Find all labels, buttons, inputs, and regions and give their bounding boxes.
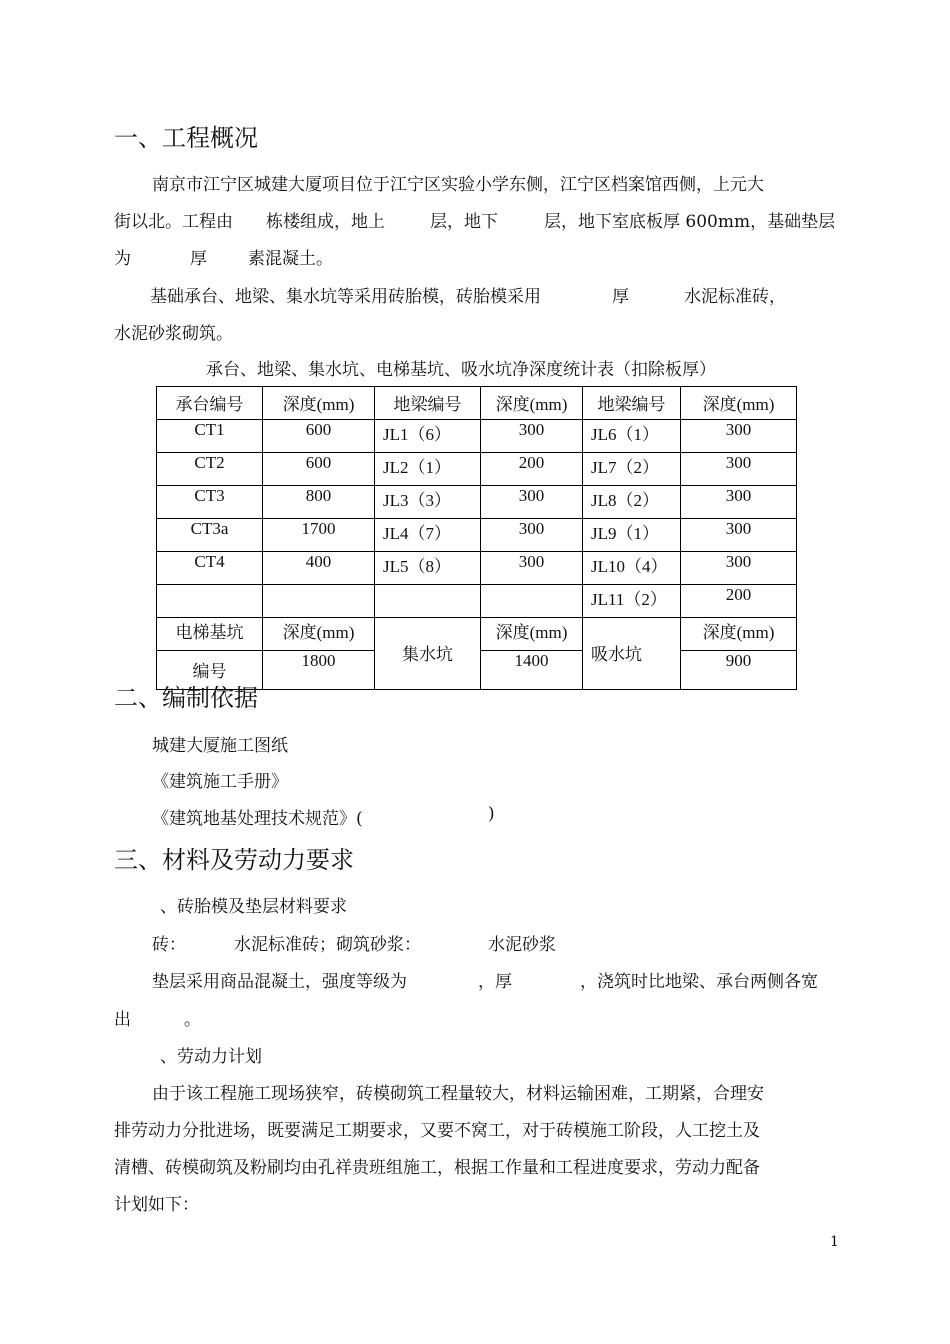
beam-code: JL5（8） bbox=[375, 552, 481, 585]
beam-code: JL1（6） bbox=[375, 420, 481, 453]
para2-line1 bbox=[150, 282, 850, 306]
section-2-title: 二、编制依据 bbox=[114, 684, 258, 712]
brick-line-b: 水泥标准砖；砌筑砂浆： bbox=[234, 935, 421, 955]
beam-depth: 300 bbox=[681, 453, 797, 486]
elevator-depth-header: 深度(mm) bbox=[263, 618, 375, 651]
beam-code: JL11（2） bbox=[583, 585, 681, 618]
elevator-depth: 1800 bbox=[263, 651, 375, 690]
basis-item-3 bbox=[152, 804, 512, 828]
elevator-pit-label-1: 电梯基坑 bbox=[157, 618, 263, 651]
table-row bbox=[157, 552, 797, 585]
labor-line-2: 排劳动力分批进场，既要满足工期要求，又要不窝工，对于砖模施工阶段，人工挖土及 bbox=[114, 1121, 760, 1141]
table-row bbox=[157, 420, 797, 453]
subsection-labor-plan: 、劳动力计划 bbox=[160, 1047, 262, 1067]
cushion-line-2 bbox=[114, 1005, 234, 1029]
basis-item-3-a: 《建筑地基处理技术规范》( bbox=[152, 809, 363, 829]
beam-code: JL3（3） bbox=[375, 486, 481, 519]
cushion-line-1-c: ，浇筑时比地梁、承台两侧各宽 bbox=[580, 972, 818, 992]
header-depth-2: 深度(mm) bbox=[481, 387, 583, 420]
header-beam-code-2: 地梁编号 bbox=[583, 387, 681, 420]
cap-depth: 400 bbox=[263, 552, 375, 585]
suction-depth: 900 bbox=[681, 651, 797, 690]
labor-line-1: 由于该工程施工现场狭窄，砖模砌筑工程量较大，材料运输困难，工期紧，合理安 bbox=[152, 1084, 764, 1104]
cap-code: CT1 bbox=[157, 420, 263, 453]
cap-code: CT4 bbox=[157, 552, 263, 585]
header-depth-1: 深度(mm) bbox=[263, 387, 375, 420]
sump-label: 集水坑 bbox=[375, 618, 481, 690]
cushion-line-1-a: 垫层采用商品混凝土，强度等级为 bbox=[152, 972, 407, 992]
beam-code: JL8（2） bbox=[583, 486, 681, 519]
beam-code: JL2（1） bbox=[375, 453, 481, 486]
cushion-line-1-b: ，厚 bbox=[478, 972, 512, 992]
labor-line-4: 计划如下： bbox=[114, 1195, 199, 1215]
para1-line2-c: 层，地下 bbox=[430, 212, 498, 232]
cap-depth bbox=[263, 585, 375, 618]
suction-depth-header: 深度(mm) bbox=[681, 618, 797, 651]
cap-code bbox=[157, 585, 263, 618]
brick-line bbox=[152, 930, 612, 954]
cap-code: CT2 bbox=[157, 453, 263, 486]
cushion-line-2-b: 。 bbox=[184, 1010, 201, 1030]
para1-line2-a: 街以北。工程由 bbox=[114, 212, 233, 232]
beam-depth: 300 bbox=[481, 552, 583, 585]
basis-item-2: 《建筑施工手册》 bbox=[152, 772, 288, 792]
beam-code: JL6（1） bbox=[583, 420, 681, 453]
cap-depth: 1700 bbox=[263, 519, 375, 552]
beam-depth bbox=[481, 585, 583, 618]
table-row bbox=[157, 486, 797, 519]
cap-depth: 600 bbox=[263, 420, 375, 453]
table-header-row bbox=[157, 387, 797, 420]
elevator-pit-label-2: 编号 bbox=[157, 651, 263, 690]
para1-line3-a: 为 bbox=[114, 249, 131, 269]
beam-code: JL10（4） bbox=[583, 552, 681, 585]
cap-depth: 600 bbox=[263, 453, 375, 486]
page-number: 1 bbox=[830, 1234, 839, 1250]
section-1-title: 一、工程概况 bbox=[114, 124, 258, 152]
beam-depth: 300 bbox=[681, 519, 797, 552]
header-depth-3: 深度(mm) bbox=[681, 387, 797, 420]
beam-code: JL9（1） bbox=[583, 519, 681, 552]
cushion-line-1 bbox=[152, 967, 842, 991]
sump-depth: 1400 bbox=[481, 651, 583, 690]
beam-depth: 300 bbox=[681, 552, 797, 585]
para1-line3-b: 厚 bbox=[190, 249, 207, 269]
beam-depth: 300 bbox=[481, 486, 583, 519]
para1-line3-c: 素混凝土。 bbox=[248, 249, 333, 269]
beam-depth: 300 bbox=[481, 519, 583, 552]
para1-line2-d: 层，地下室底板厚 600mm，基础垫层 bbox=[544, 212, 836, 232]
beam-depth: 200 bbox=[681, 585, 797, 618]
table-caption: 承台、地梁、集水坑、电梯基坑、吸水坑净深度统计表（扣除板厚） bbox=[206, 360, 716, 380]
para2-line1-c: 水泥标准砖， bbox=[684, 287, 786, 307]
beam-depth: 300 bbox=[481, 420, 583, 453]
para1-line3 bbox=[114, 244, 414, 268]
sump-depth-header: 深度(mm) bbox=[481, 618, 583, 651]
header-cap-code: 承台编号 bbox=[157, 387, 263, 420]
basis-item-1: 城建大厦施工图纸 bbox=[152, 736, 288, 756]
depth-statistics-table bbox=[156, 386, 797, 690]
beam-depth: 200 bbox=[481, 453, 583, 486]
section-3-title: 三、材料及劳动力要求 bbox=[114, 846, 354, 874]
beam-code bbox=[375, 585, 481, 618]
table-row bbox=[157, 453, 797, 486]
para2-line1-b: 厚 bbox=[612, 287, 629, 307]
para1-line2-b: 栋楼组成，地上 bbox=[266, 212, 385, 232]
table-bottom-row-1 bbox=[157, 618, 797, 651]
header-beam-code-1: 地梁编号 bbox=[375, 387, 481, 420]
table-row bbox=[157, 519, 797, 552]
cap-depth: 800 bbox=[263, 486, 375, 519]
brick-line-a: 砖： bbox=[152, 935, 186, 955]
para1-line2 bbox=[114, 207, 844, 231]
beam-code: JL7（2） bbox=[583, 453, 681, 486]
basis-item-3-b: ) bbox=[488, 804, 495, 824]
suction-pit-label: 吸水坑 bbox=[583, 618, 681, 690]
beam-code: JL4（7） bbox=[375, 519, 481, 552]
beam-depth: 300 bbox=[681, 420, 797, 453]
subsection-brick-mould: 、砖胎模及垫层材料要求 bbox=[160, 897, 347, 917]
cap-code: CT3a bbox=[157, 519, 263, 552]
para1-line1: 南京市江宁区城建大厦项目位于江宁区实验小学东侧，江宁区档案馆西侧，上元大 bbox=[152, 175, 764, 195]
brick-line-c: 水泥砂浆 bbox=[488, 935, 556, 955]
table-row bbox=[157, 585, 797, 618]
beam-depth: 300 bbox=[681, 486, 797, 519]
cushion-line-2-a: 出 bbox=[114, 1010, 131, 1030]
para2-line1-a: 基础承台、地梁、集水坑等采用砖胎模，砖胎模采用 bbox=[150, 287, 541, 307]
cap-code: CT3 bbox=[157, 486, 263, 519]
labor-line-3: 清槽、砖模砌筑及粉刷均由孔祥贵班组施工，根据工作量和工程进度要求，劳动力配备 bbox=[114, 1158, 760, 1178]
para2-line2: 水泥砂浆砌筑。 bbox=[114, 324, 233, 344]
